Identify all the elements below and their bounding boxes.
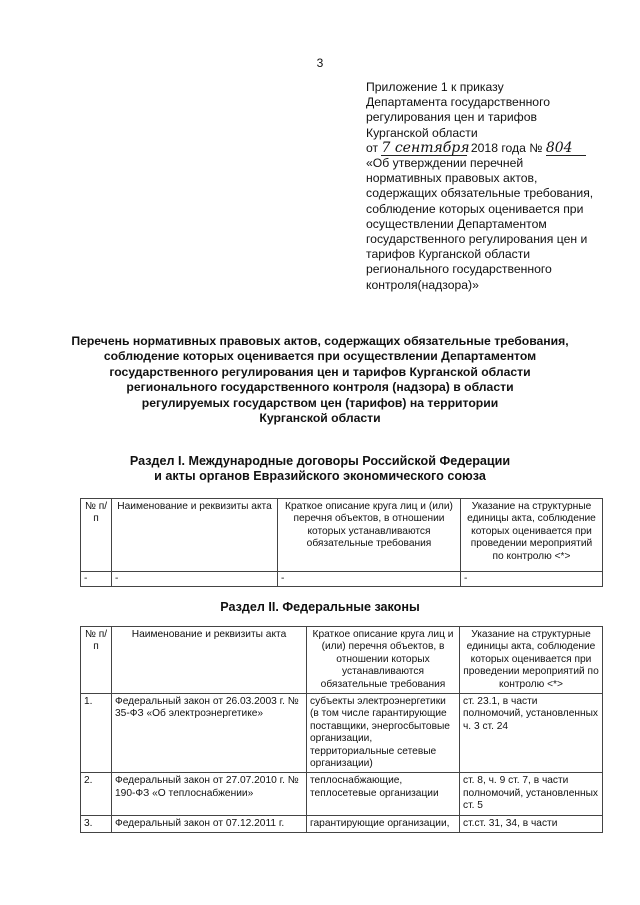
title-line: Перечень нормативных правовых актов, содержащих обязательные требования, xyxy=(71,334,569,348)
table-cell: 2. xyxy=(81,773,112,815)
table-cell: 3. xyxy=(81,815,112,832)
header-cell-act: Наименование и реквизиты акта xyxy=(112,499,278,572)
order-title-line: контроля(надзора)» xyxy=(366,277,479,292)
order-title-line: государственного регулирования цен и xyxy=(366,232,588,247)
title-line: регулируемых государством цен (тарифов) на территории xyxy=(141,395,499,410)
title-line: Курганской области xyxy=(259,411,381,426)
table-cell: теплоснабжающие, теплосетевые организации xyxy=(307,773,460,815)
table-cell: ст. 8, ч. 9 ст. 7, в части полномочий, установленных ст. 5 xyxy=(460,773,603,815)
header-cell-units: Указание на структурные единицы акта, соблюдение которых оценивается при проведении мероприятий по контролю <*> xyxy=(460,627,603,694)
order-title-line: осуществлении Департаментом xyxy=(366,216,547,231)
table-cell: Федеральный закон от 07.12.2011 г. xyxy=(112,815,307,832)
header-cell-description: Краткое описание круга лиц и (или) перечня объектов, в отношении которых устанавливаются обязательные требования xyxy=(278,499,461,572)
handwritten-order-number: 804 xyxy=(546,142,586,156)
appendix-date-line xyxy=(366,141,616,156)
table-row xyxy=(81,815,603,832)
header-cell-description: Краткое описание круга лиц и (или) перечня объектов, в отношении которых устанавливаются обязательные требования xyxy=(307,627,460,694)
header-cell-number: № п/п xyxy=(81,499,112,572)
section-title-line: Раздел I. Международные договоры Российской Федерации xyxy=(129,454,511,468)
header-cell-number: № п/п xyxy=(81,627,112,694)
table-cell: гарантирующие организации, xyxy=(307,815,460,832)
section-2-title: Раздел II. Федеральные законы xyxy=(220,600,420,614)
order-title-line: содержащих обязательные требования, xyxy=(366,186,594,201)
section-2-table xyxy=(80,626,603,833)
table-header-row xyxy=(81,499,603,572)
table-header-row xyxy=(81,627,603,694)
table-cell: - xyxy=(81,572,112,587)
header-cell-act: Наименование и реквизиты акта xyxy=(112,627,307,694)
appendix-line: Приложение 1 к приказу xyxy=(366,80,504,94)
page-number: 3 xyxy=(316,56,324,70)
title-line: соблюдение которых оценивается при осуществлении Департаментом xyxy=(103,349,537,364)
table-cell: субъекты электроэнергетики (в том числе гарантирующие поставщики, энергосбытовые организации, территориальные сетевые организации) xyxy=(307,694,460,773)
table-cell: - xyxy=(112,572,278,587)
document-title xyxy=(60,334,580,426)
handwritten-date: 7 сентября xyxy=(381,139,470,156)
table-cell: 1. xyxy=(81,694,112,773)
date-prefix: от xyxy=(366,140,379,155)
table-cell: Федеральный закон от 26.03.2003 г. № 35-ФЗ «Об электроэнергетике» xyxy=(112,694,307,773)
table-row xyxy=(81,572,603,587)
table-cell: - xyxy=(461,572,603,587)
order-title-line: тарифов Курганской области xyxy=(366,247,531,262)
header-cell-units: Указание на структурные единицы акта, соблюдение которых оценивается при проведении мероприятий по контролю <*> xyxy=(461,499,603,572)
title-line: государственного регулирования цен и тарифов Курганской области xyxy=(109,364,531,379)
appendix-block xyxy=(366,80,616,293)
date-suffix: 2018 года № xyxy=(470,140,543,155)
table-row xyxy=(81,773,603,815)
section-1-table xyxy=(80,498,603,587)
section-1-title xyxy=(90,454,550,485)
table-cell: Федеральный закон от 27.07.2010 г. № 190-ФЗ «О теплоснабжении» xyxy=(112,773,307,815)
section-title-line: и акты органов Евразийского экономического союза xyxy=(154,469,486,484)
table-row xyxy=(81,694,603,773)
appendix-line: регулирования цен и тарифов xyxy=(366,110,537,125)
order-title-line: регионального государственного xyxy=(366,262,552,277)
appendix-line: Курганской области xyxy=(366,125,478,140)
table-cell: - xyxy=(278,572,461,587)
order-title-line: «Об утверждении перечней xyxy=(366,156,524,171)
appendix-line: Департамента государственного xyxy=(366,95,551,110)
order-title-line: соблюдение которых оценивается при xyxy=(366,201,584,216)
title-line: регионального государственного контроля (надзора) в области xyxy=(126,380,514,395)
order-title-line: нормативных правовых актов, xyxy=(366,171,538,186)
table-cell: ст. 23.1, в части полномочий, установленных ч. 3 ст. 24 xyxy=(460,694,603,773)
table-cell: ст.ст. 31, 34, в части xyxy=(460,815,603,832)
